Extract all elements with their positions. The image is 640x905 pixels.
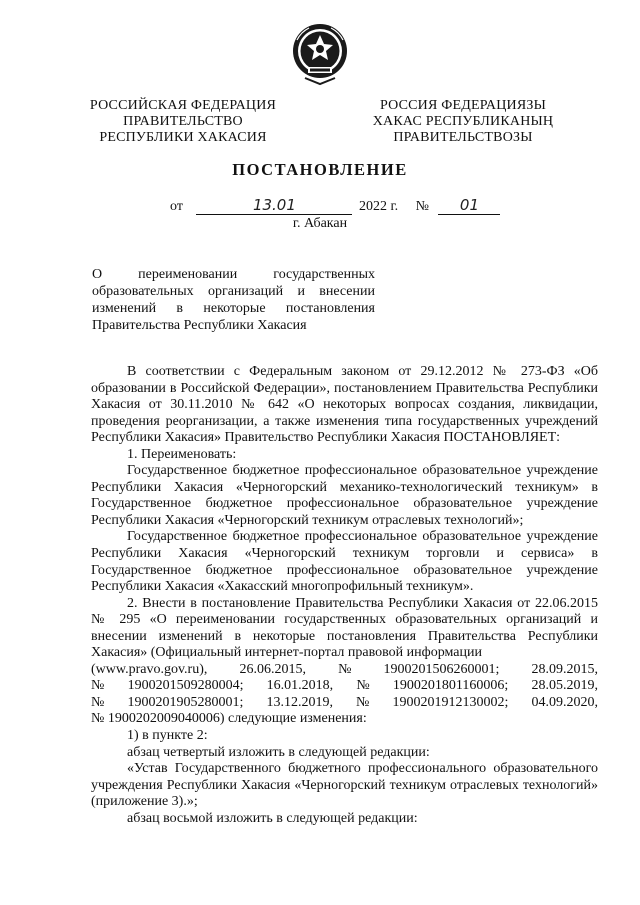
date-number-line [170,198,500,215]
number-value: 01 [438,198,500,215]
document-subject: О переименовании государственных образовательных организаций и внесении изменений в некоторые постановления Правительства Республики Хакасия [92,267,375,333]
decree-word: ПОСТАНОВЛЯЕТ: [443,430,561,446]
item-2-intro: 2. Внести в постановление Правительства Республики Хакасия от 22.06.2015 № 295 «О переименовании государственных образовательных организаций и внесении изменений в некоторые постановления Правительства Республики Хакасия» (Официальный интернет-портал правовой информации [91,595,598,661]
document-body [91,364,598,827]
item-1-paragraph-b: Государственное бюджетное профессиональное образовательное учреждение Республики Хакасия «Черногорский техникум торговли и сервиса» в Государственное бюджетное профессиональное образовательное учреждение Республики Хакасия «Хакасский многопрофильный техникум». [91,529,598,595]
date-from-label: от [170,199,183,214]
subitem-1-paragraph-a: абзац четвертый изложить в следующей редакции: [127,744,430,760]
header-left-line-1: РОССИЙСКАЯ ФЕДЕРАЦИЯ [89,98,277,113]
subitem-1-paragraph-b: абзац восьмой изложить в следующей редакции: [127,810,418,826]
header-right [368,98,558,146]
publication-tail: № 1900202009040006) следующие изменения: [91,711,367,727]
document-title: ПОСТАНОВЛЕНИЕ [232,160,408,179]
header-right-line-1: РОССИЯ ФЕДЕРАЦИЯЗЫ [379,98,547,113]
header-right-line-3: ПРАВИТЕЛЬСТВОЗЫ [393,130,533,145]
header-left-line-2: ПРАВИТЕЛЬСТВО [123,114,243,129]
number-sign: № [415,199,429,214]
coat-of-arms-emblem [291,20,349,86]
item-1-paragraph-a: Государственное бюджетное профессиональное образовательное учреждение Республики Хакасия «Черногорский механико-технологический техникум» в Государственное бюджетное профессиональное образовательное учреждение Республики Хакасия «Черногорский техникум отраслевых технологий»; [91,463,598,528]
header-left [88,98,278,146]
city-name: г. Абакан [292,216,348,231]
subitem-1: 1) в пункте 2: [127,728,208,744]
publication-row: (www.pravo.gov.ru), 26.06.2015, № 1900201506260001; 28.09.2015, [91,661,598,677]
header-left-line-3: РЕСПУБЛИКИ ХАКАСИЯ [99,130,267,145]
publication-row: № 1900201905280001; 13.12.2019, № 1900201912130002; 04.09.2020, [91,694,598,710]
item-1: 1. Переименовать: [127,446,237,462]
date-value: 13.01 [196,198,352,215]
publication-row: № 1900201509280004; 16.01.2018, № 1900201801160006; 28.05.2019, [91,678,598,694]
preamble-paragraph: В соответствии с Федеральным законом от 29.12.2012 № 273-ФЗ «Об образовании в Российской Федерации», постановлением Правительства Республики Хакасия от 30.11.2010 № 642 «О некоторых вопросах создания, ликвидации, проведения реорганизации, а также изменения типа государственных учреждений Республики Хакасия» Правительство Республики Хакасия ПОСТАНОВЛЯЕТ: [91,364,598,446]
quoted-text: «Устав Государственного бюджетного профессионального образовательного учреждения Республики Хакасия «Черногорский техникум отраслевых технологий» (приложение 3).»; [91,761,598,810]
header-right-line-2: ХАКАС РЕСПУБЛИКАНЫҢ [372,114,554,129]
date-year: 2022 г. [358,199,399,214]
